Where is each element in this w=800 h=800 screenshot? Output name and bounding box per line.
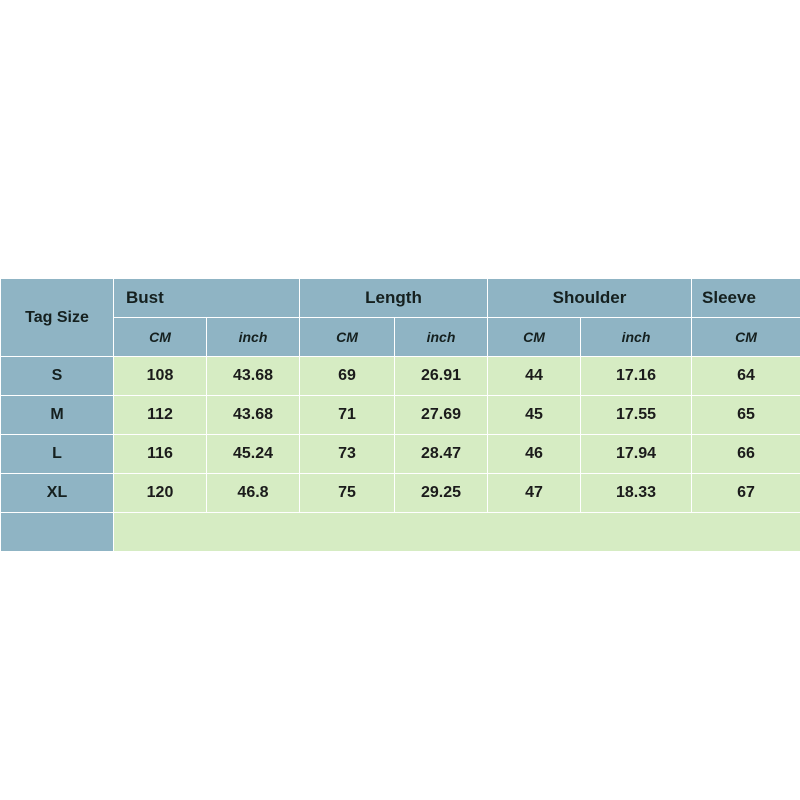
row-size-xl: XL [1,474,114,513]
row-size-m: M [1,396,114,435]
cell-xl-bust-cm: 120 [114,474,207,513]
cell-s-length-cm: 69 [300,357,395,396]
cell-m-length-cm: 71 [300,396,395,435]
cell-xl-length-cm: 75 [300,474,395,513]
header-group-sleeve: Sleeve [692,279,800,318]
header-group-shoulder: Shoulder [488,279,692,318]
cell-l-length-cm: 73 [300,435,395,474]
cell-l-shoulder-inch: 17.94 [581,435,692,474]
cell-s-bust-cm: 108 [114,357,207,396]
cell-l-bust-inch: 45.24 [207,435,300,474]
cell-m-bust-cm: 112 [114,396,207,435]
cell-s-shoulder-cm: 44 [488,357,581,396]
cell-xl-shoulder-inch: 18.33 [581,474,692,513]
cell-m-bust-inch: 43.68 [207,396,300,435]
cell-l-length-inch: 28.47 [395,435,488,474]
header-unit-shoulder-cm: CM [488,318,581,357]
row-size-s: S [1,357,114,396]
header-unit-bust-inch: inch [207,318,300,357]
header-group-length: Length [300,279,488,318]
cell-l-sleeve-cm: 66 [692,435,800,474]
header-unit-length-cm: CM [300,318,395,357]
cell-l-shoulder-cm: 46 [488,435,581,474]
cell-s-length-inch: 26.91 [395,357,488,396]
table-row [1,474,800,513]
cell-m-shoulder-inch: 17.55 [581,396,692,435]
footer-strip-values [114,513,800,552]
cell-xl-sleeve-cm: 67 [692,474,800,513]
header-group-bust: Bust [114,279,300,318]
header-tag-size: Tag Size [1,279,114,357]
table-row [1,396,800,435]
table-footer-strip [1,513,800,552]
row-size-l: L [1,435,114,474]
header-unit-length-inch: inch [395,318,488,357]
cell-m-shoulder-cm: 45 [488,396,581,435]
cell-xl-length-inch: 29.25 [395,474,488,513]
cell-s-bust-inch: 43.68 [207,357,300,396]
header-unit-shoulder-inch: inch [581,318,692,357]
cell-xl-bust-inch: 46.8 [207,474,300,513]
cell-xl-shoulder-cm: 47 [488,474,581,513]
size-chart-table [0,278,800,552]
size-chart-container [0,278,800,552]
cell-l-bust-cm: 116 [114,435,207,474]
cell-m-sleeve-cm: 65 [692,396,800,435]
footer-strip-size-column [1,513,114,552]
table-row [1,357,800,396]
table-header-row-units [1,318,800,357]
table-header-row-groups [1,279,800,318]
cell-s-sleeve-cm: 64 [692,357,800,396]
cell-s-shoulder-inch: 17.16 [581,357,692,396]
header-unit-bust-cm: CM [114,318,207,357]
header-unit-sleeve-cm: CM [692,318,800,357]
table-row [1,435,800,474]
cell-m-length-inch: 27.69 [395,396,488,435]
